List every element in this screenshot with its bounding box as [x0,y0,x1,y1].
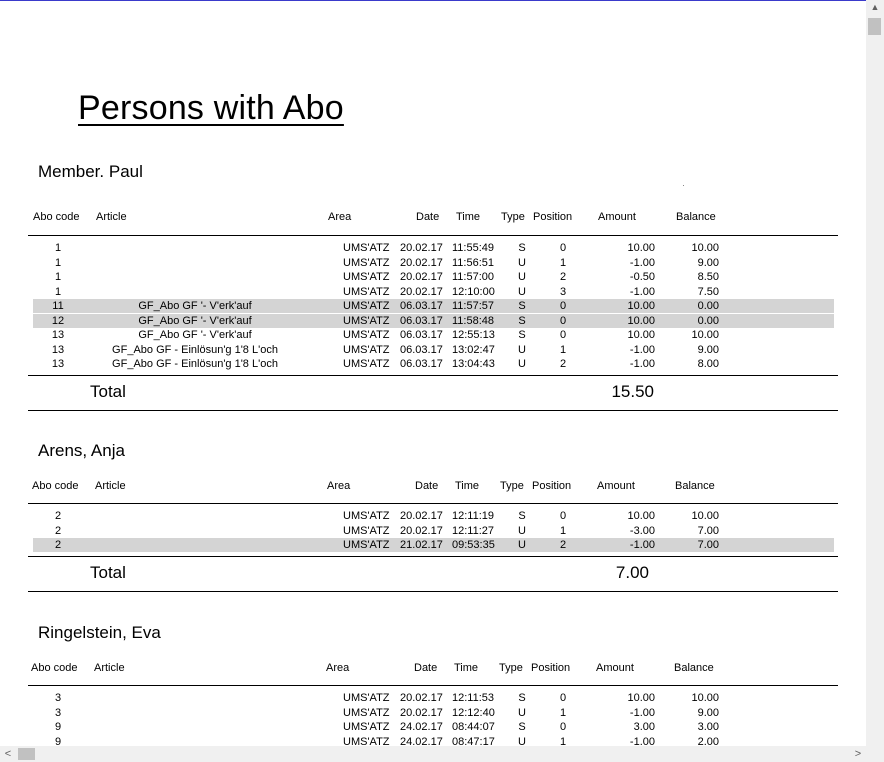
cell-time: 12:11:27 [452,524,495,537]
cell-position: 2 [559,539,567,551]
cell-code: 9 [54,721,62,733]
column-header-row [0,480,866,496]
cell-balance: 0.00 [697,314,719,327]
cell-position: 2 [559,271,567,283]
cell-position: 1 [559,256,567,269]
cell-type: S [518,314,526,327]
cell-amount: -0.50 [629,271,655,283]
scroll-left-icon[interactable]: < [4,748,12,760]
cell-position: 1 [559,343,567,356]
report-title: Persons with Abo [78,89,344,127]
cell-position: 1 [559,706,567,719]
column-header-abo-code: Abo code [31,662,78,674]
cell-position: 0 [559,329,567,341]
cell-date: 20.02.17 [400,706,443,719]
cell-date: 06.03.17 [400,343,443,356]
cell-type: S [518,510,526,522]
column-header-type: Type [499,662,523,674]
table-row[interactable] [33,706,834,720]
vertical-scrollbar[interactable] [866,0,884,746]
cell-code: 2 [54,510,62,522]
column-header-balance: Balance [675,480,715,492]
cell-position: 0 [559,314,567,327]
cell-amount: -3.00 [629,524,655,537]
cell-time: 12:12:40 [452,706,495,719]
cell-area: UMS'ATZ [343,539,390,551]
column-header-type: Type [501,211,525,223]
cell-position: 1 [559,524,567,537]
cell-amount: -1.00 [629,256,655,269]
report-viewport[interactable] [0,1,866,745]
column-header-area: Area [328,211,352,223]
cell-type: S [518,242,526,254]
table-row[interactable] [33,343,834,357]
column-header-amount: Amount [597,480,635,492]
cell-area: UMS'ATZ [343,721,390,733]
table-row[interactable] [33,299,834,313]
cell-code: 1 [54,242,62,254]
cell-type: U [518,343,526,356]
cell-type: S [518,329,526,341]
cell-date: 20.02.17 [400,256,443,269]
cell-type: U [518,524,526,537]
column-header-amount: Amount [598,211,636,223]
cell-time: 11:57:00 [452,271,495,283]
stray-dot [683,185,684,186]
cell-balance: 7.00 [697,524,719,537]
scroll-up-icon[interactable]: ▲ [870,2,880,12]
cell-time: 12:11:53 [452,692,495,704]
table-row[interactable] [33,314,834,328]
cell-time: 12:11:19 [452,510,495,522]
cell-amount: -1.00 [629,285,655,298]
column-header-time: Time [454,662,479,674]
cell-area: UMS'ATZ [343,358,390,370]
column-header-amount: Amount [596,662,634,674]
column-header-row [0,662,866,678]
cell-amount: 3.00 [633,721,655,733]
cell-type: S [518,300,526,312]
cell-amount: -1.00 [629,735,655,745]
total-amount: 7.00 [615,562,649,582]
table-row[interactable] [33,285,834,299]
cell-code: 2 [54,539,62,551]
cell-type: U [518,271,526,283]
cell-area: UMS'ATZ [343,285,390,298]
column-header-row [0,211,866,227]
cell-area: UMS'ATZ [343,314,390,327]
person-name: Ringelstein, Eva [38,623,161,642]
table-row[interactable] [33,357,834,371]
cell-amount: 10.00 [627,692,655,704]
cell-code: 3 [54,692,62,704]
column-header-article: Article [96,211,127,223]
cell-balance: 10.00 [691,692,719,704]
column-header-abo-code: Abo code [33,211,80,223]
column-header-position: Position [531,662,571,674]
cell-balance: 9.00 [697,343,719,356]
cell-time: 12:10:00 [452,285,495,298]
column-header-time: Time [455,480,480,492]
cell-date: 06.03.17 [400,329,443,341]
cell-area: UMS'ATZ [343,256,390,269]
table-row[interactable] [33,270,834,284]
cell-position: 0 [559,242,567,254]
cell-balance: 8.00 [697,358,719,370]
cell-balance: 3.00 [697,721,719,733]
cell-code: 2 [54,524,62,537]
cell-date: 20.02.17 [400,692,443,704]
header-divider [28,235,838,236]
cell-amount: 10.00 [627,242,655,254]
cell-position: 0 [559,692,567,704]
cell-date: 24.02.17 [400,721,443,733]
table-row[interactable] [33,720,834,734]
cell-position: 3 [559,285,567,298]
cell-amount: 10.00 [627,510,655,522]
cell-amount: -1.00 [629,358,655,370]
cell-position: 0 [559,721,567,733]
cell-area: UMS'ATZ [343,329,390,341]
column-header-article: Article [95,480,126,492]
cell-date: 20.02.17 [400,510,443,522]
column-header-balance: Balance [676,211,716,223]
cell-time: 11:58:48 [452,314,495,327]
cell-time: 11:57:57 [452,300,495,312]
cell-code: 3 [54,706,62,719]
column-header-date: Date [416,211,440,223]
person-name: Member. Paul [38,162,143,181]
cell-balance: 2.00 [697,735,719,745]
total-divider-top [28,375,838,376]
cell-time: 08:47:17 [452,735,495,745]
column-header-area: Area [327,480,351,492]
cell-time: 11:56:51 [452,256,495,269]
scrollbar-corner [866,746,884,762]
cell-amount: 10.00 [627,300,655,312]
total-divider-bottom [28,591,838,592]
cell-type: U [518,706,526,719]
cell-area: UMS'ATZ [343,735,390,745]
cell-time: 12:55:13 [452,329,495,341]
column-header-date: Date [415,480,439,492]
header-divider [28,685,838,686]
table-row[interactable] [33,735,834,746]
cell-time: 08:44:07 [452,721,495,733]
cell-code: 13 [51,329,65,341]
column-header-position: Position [533,211,573,223]
cell-type: U [518,735,526,745]
cell-position: 1 [559,735,567,745]
cell-amount: -1.00 [629,706,655,719]
cell-date: 20.02.17 [400,285,443,298]
cell-balance: 9.00 [697,256,719,269]
cell-article: GF_Abo GF '- V'erk'auf [138,314,252,327]
cell-type: S [518,721,526,733]
total-label: Total [90,562,126,582]
table-row[interactable] [33,509,834,523]
column-header-time: Time [456,211,481,223]
scroll-right-icon[interactable]: > [854,748,862,760]
cell-code: 13 [51,343,65,356]
cell-code: 9 [54,735,62,745]
cell-date: 06.03.17 [400,300,443,312]
cell-time: 11:55:49 [452,242,495,254]
cell-date: 20.02.17 [400,524,443,537]
cell-balance: 7.50 [697,285,719,298]
column-header-date: Date [414,662,438,674]
column-header-type: Type [500,480,524,492]
column-header-position: Position [532,480,572,492]
cell-position: 0 [559,510,567,522]
cell-article: GF_Abo GF '- V'erk'auf [138,300,252,312]
cell-type: U [518,285,526,298]
cell-amount: 10.00 [627,314,655,327]
person-name: Arens, Anja [38,441,125,460]
cell-amount: 10.00 [627,329,655,341]
cell-time: 09:53:35 [452,539,495,551]
header-divider [28,503,838,504]
cell-code: 1 [54,256,62,269]
cell-balance: 10.00 [691,242,719,254]
cell-amount: -1.00 [629,343,655,356]
cell-time: 13:04:43 [452,358,495,370]
cell-amount: -1.00 [629,539,655,551]
cell-type: S [518,692,526,704]
total-divider-bottom [28,410,838,411]
cell-date: 06.03.17 [400,358,443,370]
cell-code: 11 [52,300,64,312]
column-header-article: Article [94,662,125,674]
cell-date: 20.02.17 [400,271,443,283]
cell-area: UMS'ATZ [343,524,390,537]
cell-time: 13:02:47 [452,343,495,356]
cell-type: U [518,358,526,370]
cell-area: UMS'ATZ [343,271,390,283]
cell-article: GF_Abo GF '- V'erk'auf [138,329,252,341]
total-divider-top [28,556,838,557]
cell-area: UMS'ATZ [343,510,390,522]
column-header-area: Area [326,662,350,674]
table-row[interactable] [33,328,834,342]
cell-balance: 7.00 [697,539,719,551]
cell-area: UMS'ATZ [343,706,390,719]
table-row[interactable] [33,524,834,538]
horizontal-scrollbar[interactable] [0,746,866,762]
cell-area: UMS'ATZ [343,343,390,356]
table-row[interactable] [33,256,834,270]
cell-area: UMS'ATZ [343,300,390,312]
cell-code: 13 [51,358,65,370]
cell-position: 0 [559,300,567,312]
table-row[interactable] [33,241,834,255]
total-amount: 15.50 [611,381,654,401]
cell-article: GF_Abo GF - Einlösun'g 1'8 L'och [112,343,278,356]
horizontal-scroll-thumb[interactable] [18,748,35,760]
cell-position: 2 [559,358,567,370]
column-header-balance: Balance [674,662,714,674]
cell-type: U [518,256,526,269]
cell-area: UMS'ATZ [343,692,390,704]
cell-area: UMS'ATZ [343,242,390,254]
table-row[interactable] [33,538,834,552]
total-label: Total [90,381,126,401]
cell-date: 24.02.17 [400,735,443,745]
cell-date: 20.02.17 [400,242,443,254]
cell-balance: 0.00 [697,300,719,312]
cell-balance: 8.50 [697,271,719,283]
cell-date: 06.03.17 [400,314,443,327]
cell-code: 1 [54,285,62,298]
cell-balance: 10.00 [691,510,719,522]
cell-type: U [518,539,526,551]
cell-code: 1 [54,271,62,283]
cell-article: GF_Abo GF - Einlösun'g 1'8 L'och [112,358,278,370]
column-header-abo-code: Abo code [32,480,79,492]
cell-balance: 10.00 [691,329,719,341]
cell-date: 21.02.17 [400,539,443,551]
vertical-scroll-thumb[interactable] [868,18,881,35]
table-row[interactable] [33,691,834,705]
cell-balance: 9.00 [697,706,719,719]
cell-code: 12 [51,314,65,327]
